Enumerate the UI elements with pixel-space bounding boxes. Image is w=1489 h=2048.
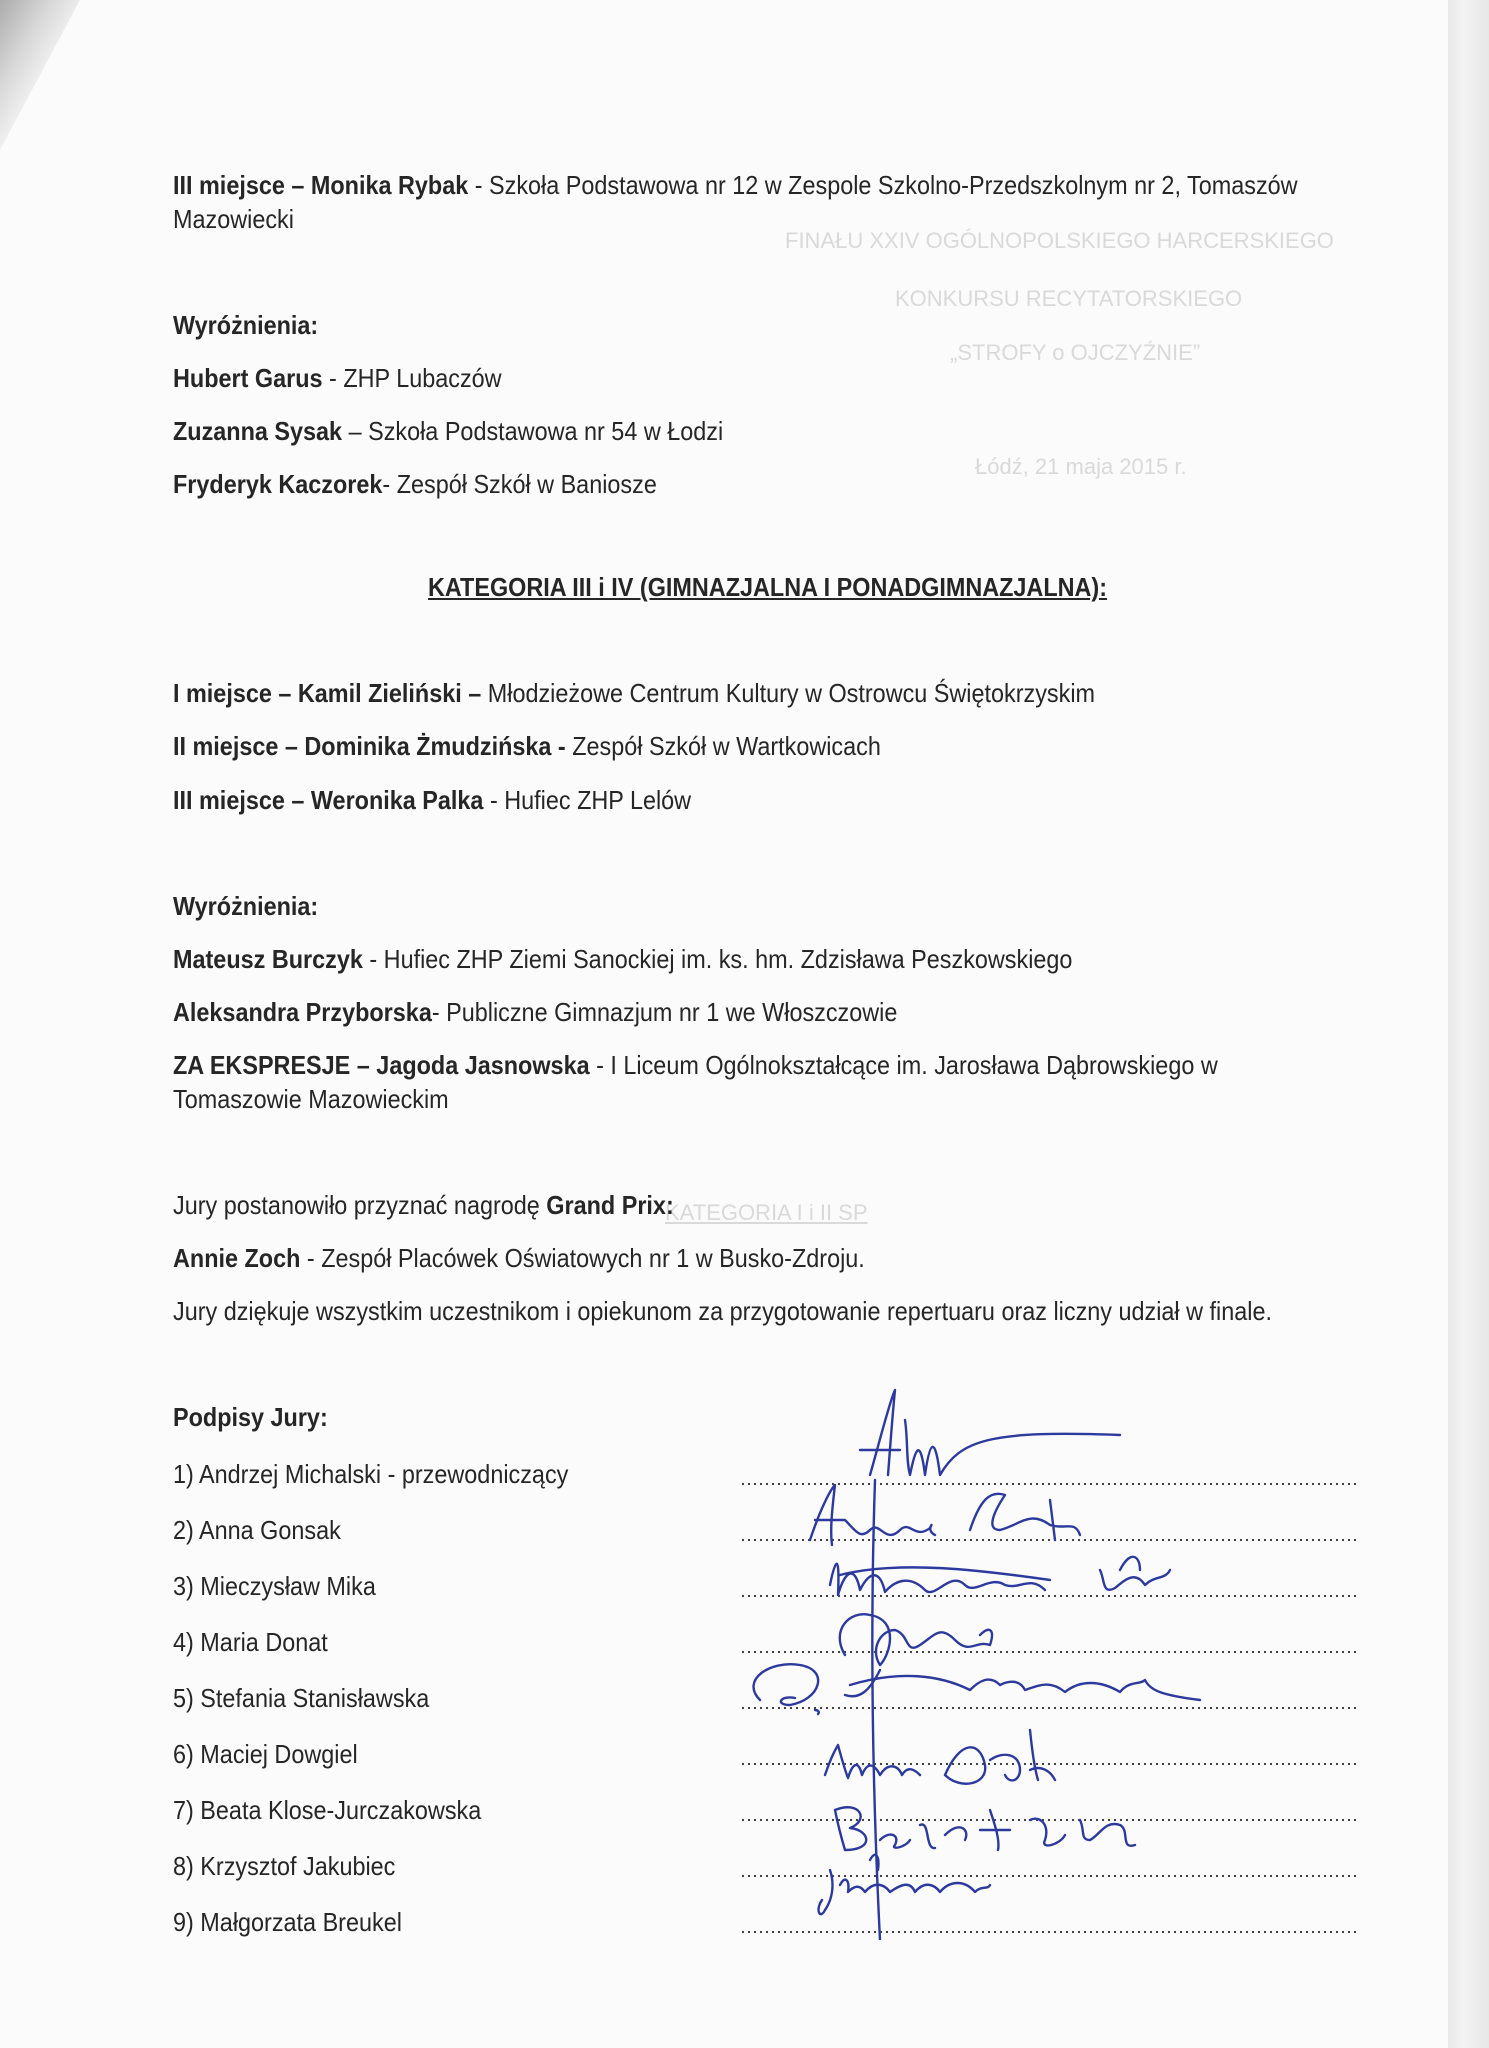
place-label: II miejsce – Dominika Żmudzińska - xyxy=(173,731,566,761)
institution-continued: Tomaszowie Mazowieckim xyxy=(173,1084,449,1114)
signature-stroke xyxy=(860,1390,1120,1475)
grand-prix-text: Jury postanowiło przyznać nagrodę xyxy=(173,1190,547,1220)
bleed-through-line: KATEGORIA I i II SP xyxy=(665,1200,868,1225)
jury-member: 3) Mieczysław Mika xyxy=(173,1571,376,1601)
institution: Zespół Szkół w Wartkowicach xyxy=(565,731,881,761)
signature-stroke xyxy=(835,1807,1135,1850)
signature-stroke xyxy=(830,1557,1170,1595)
institution: - Hufiec ZHP Lelów xyxy=(483,785,692,815)
honoree-name: Fryderyk Kaczorek xyxy=(173,469,383,499)
honoree-name: Hubert Garus xyxy=(173,363,323,393)
signature-stroke xyxy=(819,1855,990,1914)
jury-member: 1) Andrzej Michalski - przewodniczący xyxy=(173,1459,569,1489)
category-heading: KATEGORIA III i IV (GIMNAZJALNA I PONADGIMNAZJALNA): xyxy=(428,572,1108,602)
jury-member: 9) Małgorzata Breukel xyxy=(173,1907,402,1937)
institution: - Zespół Szkół w Baniosze xyxy=(382,469,657,499)
jury-member: 4) Maria Donat xyxy=(173,1627,328,1657)
institution: – Szkoła Podstawowa nr 54 w Łodzi xyxy=(342,416,724,446)
grand-prix-intro xyxy=(173,1188,674,1222)
jury-member: 6) Maciej Dowgiel xyxy=(173,1739,358,1769)
place-entry xyxy=(173,783,691,817)
bleed-through-line: FINAŁU XXIV OGÓLNOPOLSKIEGO HARCERSKIEGO xyxy=(785,228,1334,253)
winner-name: Annie Zoch xyxy=(173,1243,301,1273)
institution: Młodzieżowe Centrum Kultury w Ostrowcu Świętokrzyskim xyxy=(481,678,1096,708)
signature-stroke xyxy=(825,1730,1055,1784)
signature-stroke xyxy=(810,1485,1080,1545)
jury-member: 2) Anna Gonsak xyxy=(173,1515,341,1545)
institution: - Zespół Placówek Oświatowych nr 1 w Busko-Zdroju. xyxy=(300,1243,865,1273)
honor-entry xyxy=(173,414,723,448)
honor-entry xyxy=(173,995,897,1029)
honor-entry xyxy=(173,1048,1218,1082)
place-label: III miejsce – Monika Rybak xyxy=(173,170,469,200)
signature-stroke xyxy=(872,1480,880,1940)
third-place-entry xyxy=(173,168,1298,202)
thanks-text: Jury dziękuje wszystkim uczestnikom i opiekunom za przygotowanie repertuaru oraz liczny udział w finale. xyxy=(173,1296,1272,1326)
institution: - I Liceum Ogólnokształcące im. Jarosława Dąbrowskiego w xyxy=(589,1050,1218,1080)
institution: - Hufiec ZHP Ziemi Sanockiej im. ks. hm. Zdzisława Peszkowskiego xyxy=(362,944,1073,974)
handwritten-signatures xyxy=(720,1380,1280,1940)
institution: - Szkoła Podstawowa nr 12 w Zespole Szkolno-Przedszkolnym nr 2, Tomaszów xyxy=(468,170,1298,200)
place-entry xyxy=(173,729,881,763)
honoree-name: Zuzanna Sysak xyxy=(173,416,343,446)
honor-entry xyxy=(173,361,502,395)
signatures-heading: Podpisy Jury: xyxy=(173,1402,328,1432)
place-entry xyxy=(173,676,1095,710)
bleed-through-line: „STROFY o OJCZYŹNIE” xyxy=(950,340,1201,365)
honoree-name: ZA EKSPRESJE – Jagoda Jasnowska xyxy=(173,1050,590,1080)
jury-member: 8) Krzysztof Jakubiec xyxy=(173,1851,396,1881)
institution: - ZHP Lubaczów xyxy=(322,363,502,393)
honor-entry xyxy=(173,942,1072,976)
honoree-name: Aleksandra Przyborska xyxy=(173,997,432,1027)
jury-member: 7) Beata Klose-Jurczakowska xyxy=(173,1795,482,1825)
honors-heading: Wyróżnienia: xyxy=(173,310,319,340)
grand-prix-winner xyxy=(173,1241,865,1275)
honoree-name: Mateusz Burczyk xyxy=(173,944,363,974)
page-edge xyxy=(1448,0,1489,2048)
signature-stroke xyxy=(754,1664,1200,1714)
place-label: III miejsce – Weronika Palka xyxy=(173,785,484,815)
grand-prix-label: Grand Prix: xyxy=(546,1190,674,1220)
jury-member: 5) Stefania Stanisławska xyxy=(173,1683,430,1713)
institution-continued: Mazowiecki xyxy=(173,204,294,234)
honors-heading: Wyróżnienia: xyxy=(173,891,319,921)
bleed-through-line: Łódź, 21 maja 2015 r. xyxy=(975,454,1187,479)
signature-stroke xyxy=(840,1614,992,1696)
honor-entry xyxy=(173,467,657,501)
institution: - Publiczne Gimnazjum nr 1 we Włoszczowie xyxy=(431,997,898,1027)
bleed-through-line: KONKURSU RECYTATORSKIEGO xyxy=(895,286,1243,311)
place-label: I miejsce – Kamil Zieliński – xyxy=(173,678,482,708)
